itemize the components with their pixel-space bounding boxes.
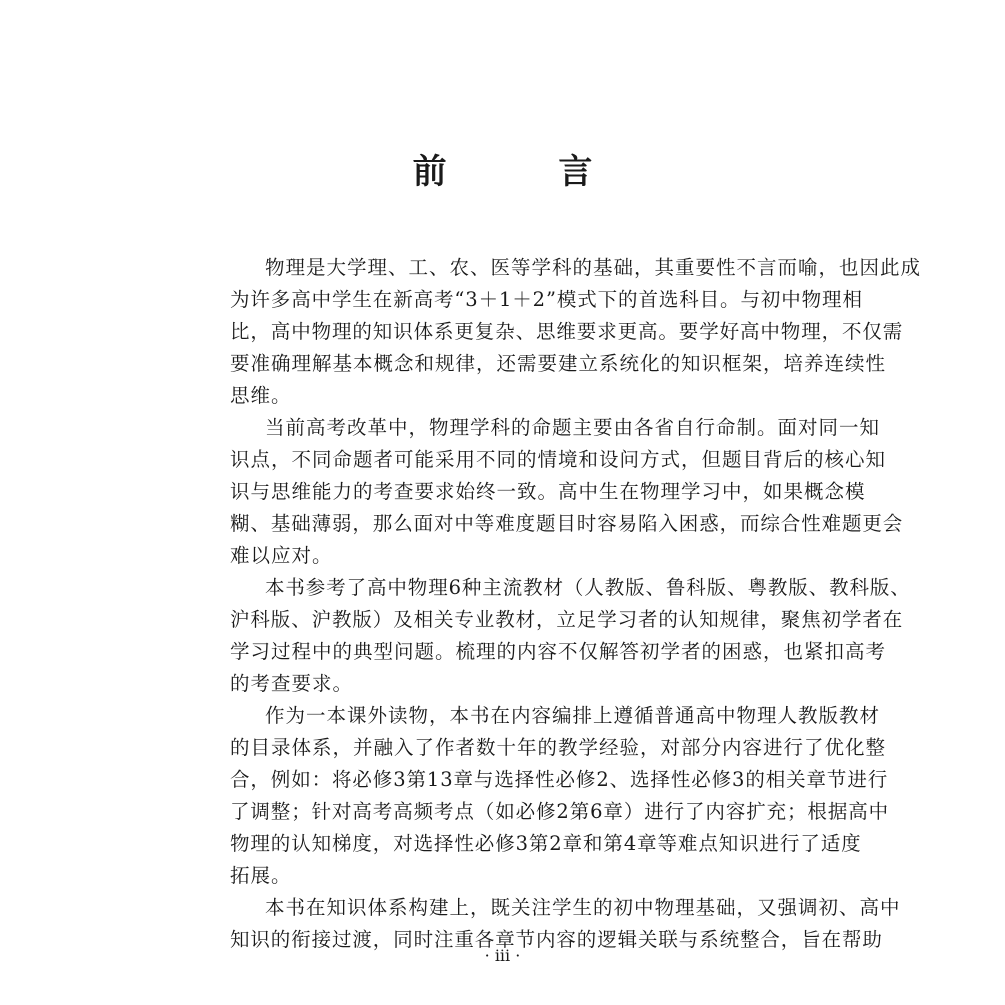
paragraph-line: 思维。: [230, 384, 292, 407]
paragraph-line: 拓展。: [230, 864, 292, 887]
paragraph-line: 作为一本课外读物，本书在内容编排上遵循普通高中物理人教版教材: [265, 704, 881, 727]
paragraph-line: 了调整；针对高考高频考点（如必修2第6章）进行了内容扩充；根据高中: [230, 800, 890, 823]
page-title: 前 言: [412, 152, 643, 192]
paragraph-line: 为许多高中学生在新高考“3＋1＋2”模式下的首选科目。与初中物理相: [230, 288, 863, 311]
paragraph-line: 合，例如：将必修3第13章与选择性必修2、选择性必修3的相关章节进行: [230, 768, 889, 791]
paragraph-line: 沪科版、沪教版）及相关专业教材，立足学习者的认知规律，聚焦初学者在: [230, 608, 904, 631]
paragraph-line: 物理是大学理、工、农、医等学科的基础，其重要性不言而喻，也因此成: [265, 256, 922, 279]
paragraph-line: 的考查要求。: [230, 672, 354, 695]
paragraph-line: 学习过程中的典型问题。梳理的内容不仅解答初学者的困惑，也紧扣高考: [230, 640, 887, 663]
paragraph-line: 要准确理解基本概念和规律，还需要建立系统化的知识框架，培养连续性: [230, 352, 887, 375]
paragraph-line: 本书参考了高中物理6种主流教材（人教版、鲁科版、粤教版、教科版、: [265, 576, 911, 599]
paragraph-line: 比，高中物理的知识体系更复杂、思维要求更高。要学好高中物理，不仅需: [230, 320, 904, 343]
paragraph-line: 的目录体系，并融入了作者数十年的教学经验，对部分内容进行了优化整: [230, 736, 887, 759]
paragraph-line: 识与思维能力的考查要求始终一致。高中生在物理学习中，如果概念模: [230, 480, 866, 503]
page-number: · iii ·: [484, 946, 521, 965]
paragraph-line: 糊、基础薄弱，那么面对中等难度题目时容易陷入困惑，而综合性难题更会: [230, 512, 904, 535]
paragraph-line: 知识的衔接过渡，同时注重各章节内容的逻辑关联与系统整合，旨在帮助: [230, 928, 883, 951]
paragraph-line: 当前高考改革中，物理学科的命题主要由各省自行命制。面对同一知: [265, 416, 881, 439]
paragraph-line: 难以应对。: [230, 544, 333, 567]
paragraph-line: 识点，不同命题者可能采用不同的情境和设问方式，但题目背后的核心知: [230, 448, 887, 471]
paragraph-line: 物理的认知梯度，对选择性必修3第2章和第4章等难点知识进行了适度: [230, 832, 862, 855]
paragraph-line: 本书在知识体系构建上，既关注学生的初中物理基础，又强调初、高中: [265, 896, 901, 919]
